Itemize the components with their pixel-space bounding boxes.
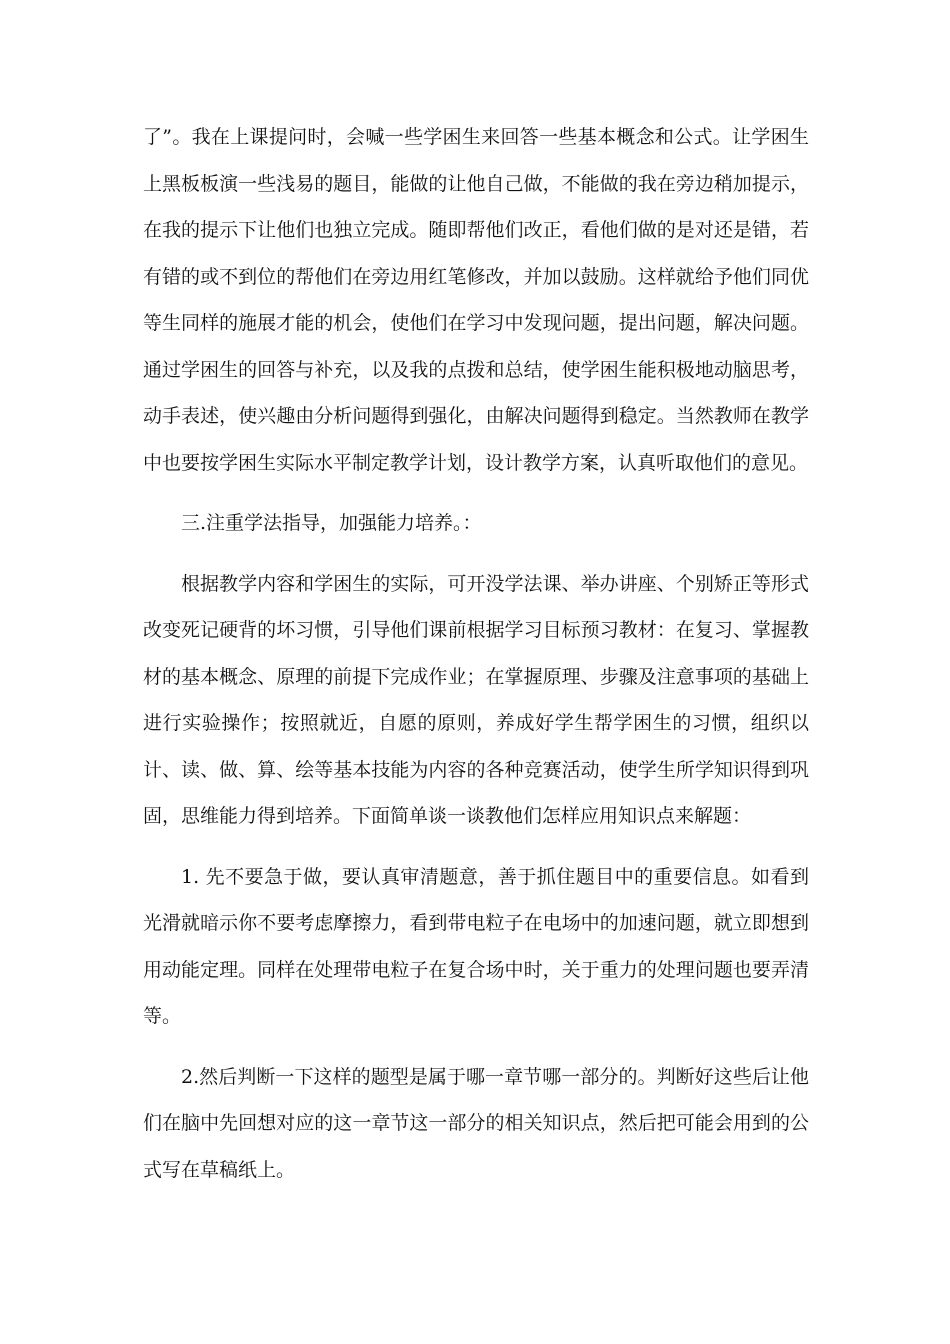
section-heading: 三.注重学法指导，加强能力培养。： <box>181 512 482 534</box>
list-item-1: 1. 先不要急于做，要认真审清题意，善于抓住题目中的重要信息。如看到光滑就暗示你不要考虑摩擦力，看到带电粒子在电场中的加速问题，就立即想到用动能定理。同样在处理带电粒子在复合场中时，关于重力的处理问题也要弄清等。 <box>143 865 809 1027</box>
paragraph-study-methods: 根据教学内容和学困生的实际，可开没学法课、举办讲座、个别矫正等形式改变死记硬背的坏习惯，引导他们课前根据学习目标预习教材：在复习、掌握教材的基本概念、原理的前提下完成作业；在掌握原理、步骤及注意事项的基础上进行实验操作；按照就近，自愿的原则，养成好学生帮学困生的习惯，组织以计、读、做、算、绘等基本技能为内容的各种竞赛活动，使学生所学知识得到巩固，思维能力得到培养。下面简单谈一谈教他们怎样应用知识点来解题： <box>143 572 809 827</box>
paragraph-continuation: 了”。我在上课提问时，会喊一些学困生来回答一些基本概念和公式。让学困生上黑板板演一些浅易的题目，能做的让他自己做，不能做的我在旁边稍加提示，在我的提示下让他们也独立完成。随即帮他们改正，看他们做的是对还是错，若有错的或不到位的帮他们在旁边用红笔修改，并加以鼓励。这样就给予他们同优等生同样的施展才能的机会，使他们在学习中发现问题，提出问题，解决问题。通过学困生的回答与补充，以及我的点拨和总结，使学困生能积极地动脑思考，动手表述，使兴趣由分析问题得到强化，由解决问题得到稳定。当然教师在教学中也要按学困生实际水平制定教学计划，设计教学方案，认真听取他们的意见。 <box>143 126 809 474</box>
document-body <box>143 114 809 1193</box>
list-item-2: 2.然后判断一下这样的题型是属于哪一章节哪一部分的。判断好这些后让他们在脑中先回想对应的这一章节这一部分的相关知识点，然后把可能会用到的公式写在草稿纸上。 <box>143 1065 809 1181</box>
